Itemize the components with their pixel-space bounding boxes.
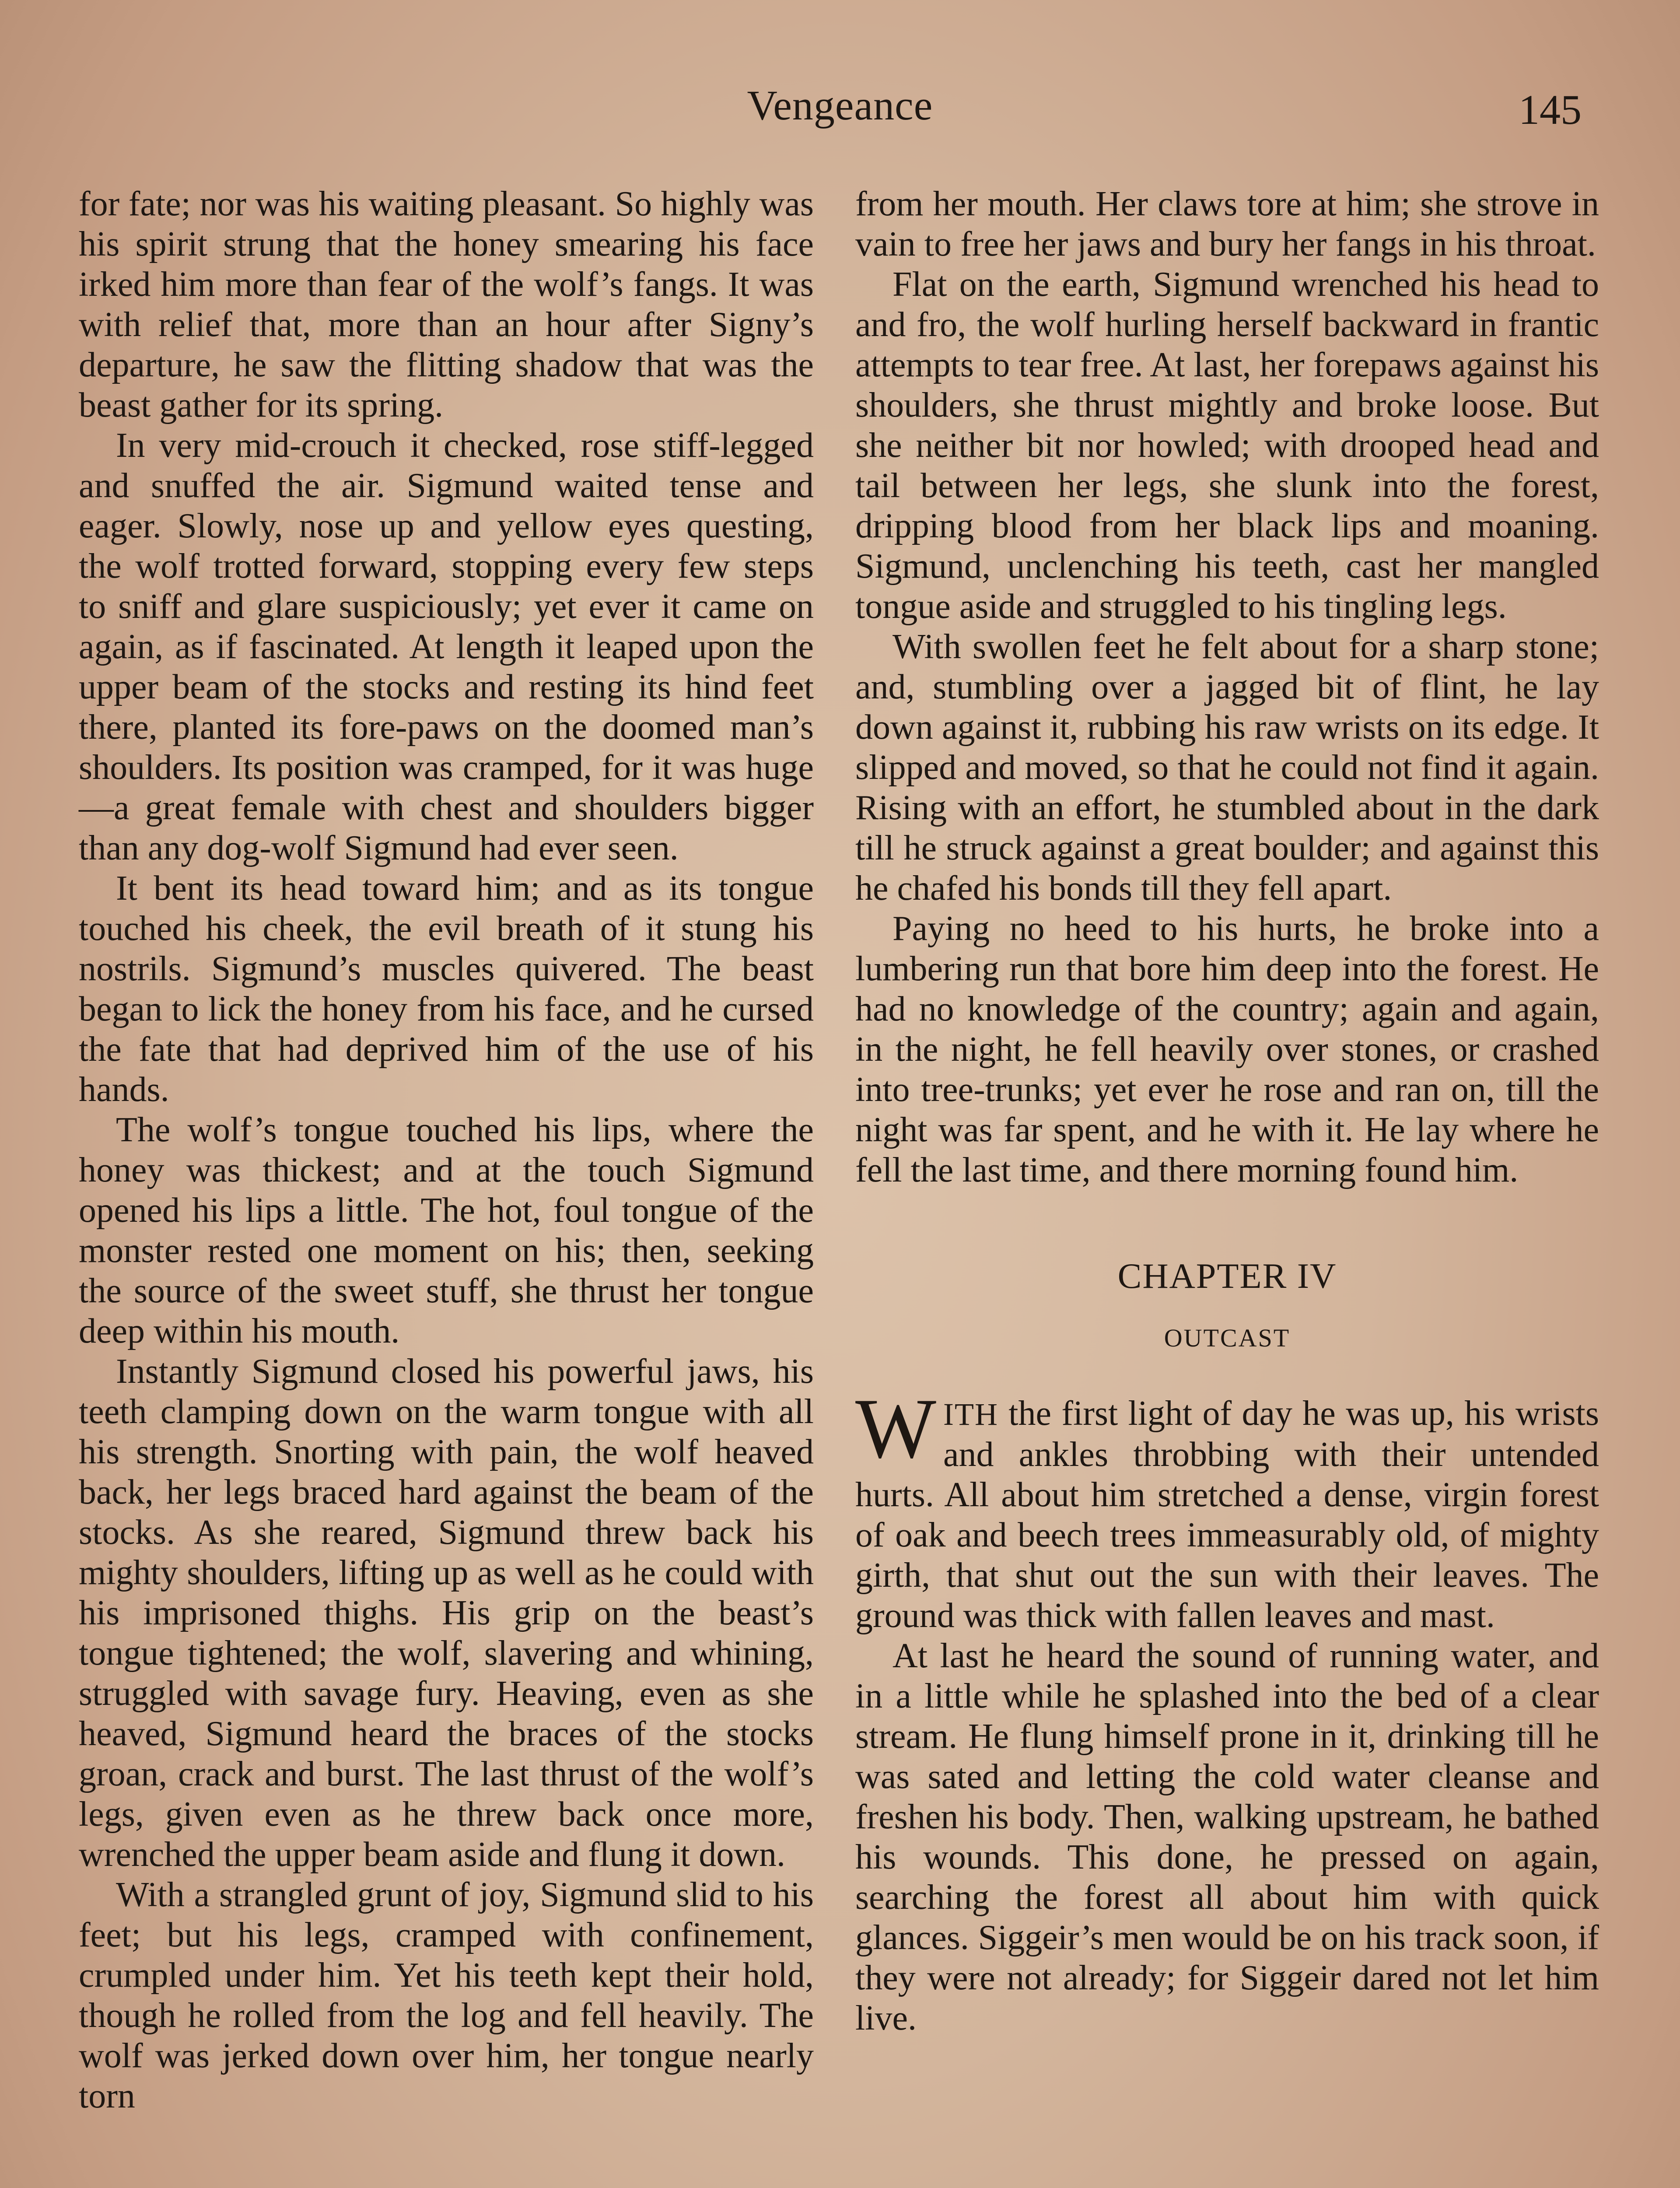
paragraph: With a strangled grunt of joy, Sigmund slid to his feet; but his legs, cramped with confinement, crumpled under him. Yet his teeth kept their hold, though he rolled from the log and fell heavily. The wolf was jerked down over him, her tongue nearly torn bbox=[79, 1876, 814, 2115]
running-head-title: Vengeance bbox=[747, 82, 933, 129]
right-column bbox=[855, 184, 1599, 2038]
drop-cap: W bbox=[855, 1381, 936, 1476]
chapter-opening-paragraph bbox=[855, 1381, 1599, 1636]
paragraph: Paying no heed to his hurts, he broke into a lumbering run that bore him deep into the forest. He had no knowledge of the country; again and again, in the night, he fell heavily over stones, or crashed into tree-trunks; yet ever he rose and ran on, till the night was far spent, and he with it. He lay where he fell the last time, and there morning found him. bbox=[855, 909, 1599, 1189]
opening-text: the first light of day he was up, his wrists and ankles throbbing with their untended hurts. All about him stretched a dense, virgin forest of oak and beech trees immeasurably old, of mighty girth, that shut out the sun with their leaves. The ground was thick with fallen leaves and mast. bbox=[855, 1394, 1599, 1635]
paragraph: With swollen feet he felt about for a sharp stone; and, stumbling over a jagged bit of flint, he lay down against it, rubbing his raw wrists on its edge. It slipped and moved, so that he could not find it again. Rising with an effort, he stumbled about in the dark till he struck against a great boulder; and against this he chafed his bonds till they fell apart. bbox=[855, 628, 1599, 908]
small-caps-lead: ITH bbox=[943, 1397, 998, 1432]
paragraph: Flat on the earth, Sigmund wrenched his head to and fro, the wolf hurling herself backward in frantic attempts to tear free. At last, her forepaws against his shoulders, she thrust mightly and broke loose. But she neither bit nor howled; with drooped head and tail between her legs, she slunk into the forest, dripping blood from her black lips and moaning. Sigmund, unclenching his teeth, cast her mangled tongue aside and struggled to his tingling legs. bbox=[855, 265, 1599, 626]
chapter-subtitle: OUTCAST bbox=[1164, 1324, 1291, 1352]
chapter-heading: CHAPTER IV bbox=[1117, 1256, 1337, 1296]
page-number: 145 bbox=[1519, 86, 1582, 133]
paragraph: for fate; nor was his waiting pleasant. So highly was his spirit strung that the honey smearing his face irked him more than fear of the wolf’s fangs. It was with relief that, more than an hour after Signy’s departure, he saw the flitting shadow that was the beast gather for its spring. bbox=[79, 185, 814, 424]
paragraph: In very mid-crouch it checked, rose stiff-legged and snuffed the air. Sigmund waited tense and eager. Slowly, nose up and yellow eyes questing, the wolf trotted forward, stopping every few steps to sniff and glare suspiciously; yet ever it came on again, as if fascinated. At length it leaped upon the upper beam of the stocks and resting its hind feet there, planted its fore-paws on the doomed man’s shoulders. Its position was cramped, for it was huge—a great female with chest and shoulders bigger than any dog-wolf Sigmund had ever seen. bbox=[79, 426, 814, 867]
paragraph: Instantly Sigmund closed his powerful jaws, his teeth clamping down on the warm tongue with all his strength. Snorting with pain, the wolf heaved back, her legs braced hard against the beam of the stocks. As she reared, Sigmund threw back his mighty shoulders, lifting up as well as he could with his imprisoned thighs. His grip on the beast’s tongue tightened; the wolf, slavering and whining, struggled with savage fury. Heaving, even as she heaved, Sigmund heard the braces of the stocks groan, crack and burst. The last thrust of the wolf’s legs, given even as he threw back once more, wrenched the upper beam aside and flung it down. bbox=[79, 1352, 814, 1874]
paragraph: The wolf’s tongue touched his lips, where the honey was thickest; and at the touch Sigmund opened his lips a little. The hot, foul tongue of the monster rested one moment on his; then, seeking the source of the sweet stuff, she thrust her tongue deep within his mouth. bbox=[79, 1111, 814, 1350]
paragraph: from her mouth. Her claws tore at him; she strove in vain to free her jaws and bury her fangs in his throat. bbox=[855, 185, 1599, 263]
paragraph: It bent its head toward him; and as its tongue touched his cheek, the evil breath of it stung his nostrils. Sigmund’s muscles quivered. The beast began to lick the honey from his face, and he cursed the fate that had deprived him of the use of his hands. bbox=[79, 869, 814, 1109]
left-column bbox=[79, 184, 814, 2116]
paragraph: At last he heard the sound of running water, and in a little while he splashed into the bed of a clear stream. He flung himself prone in it, drinking till he was sated and letting the cold water cleanse and freshen his body. Then, walking upstream, he bathed his wounds. This done, he pressed on again, searching the forest all about him with quick glances. Siggeir’s men would be on his track soon, if they were not already; for Siggeir dared not let him live. bbox=[855, 1637, 1599, 2037]
